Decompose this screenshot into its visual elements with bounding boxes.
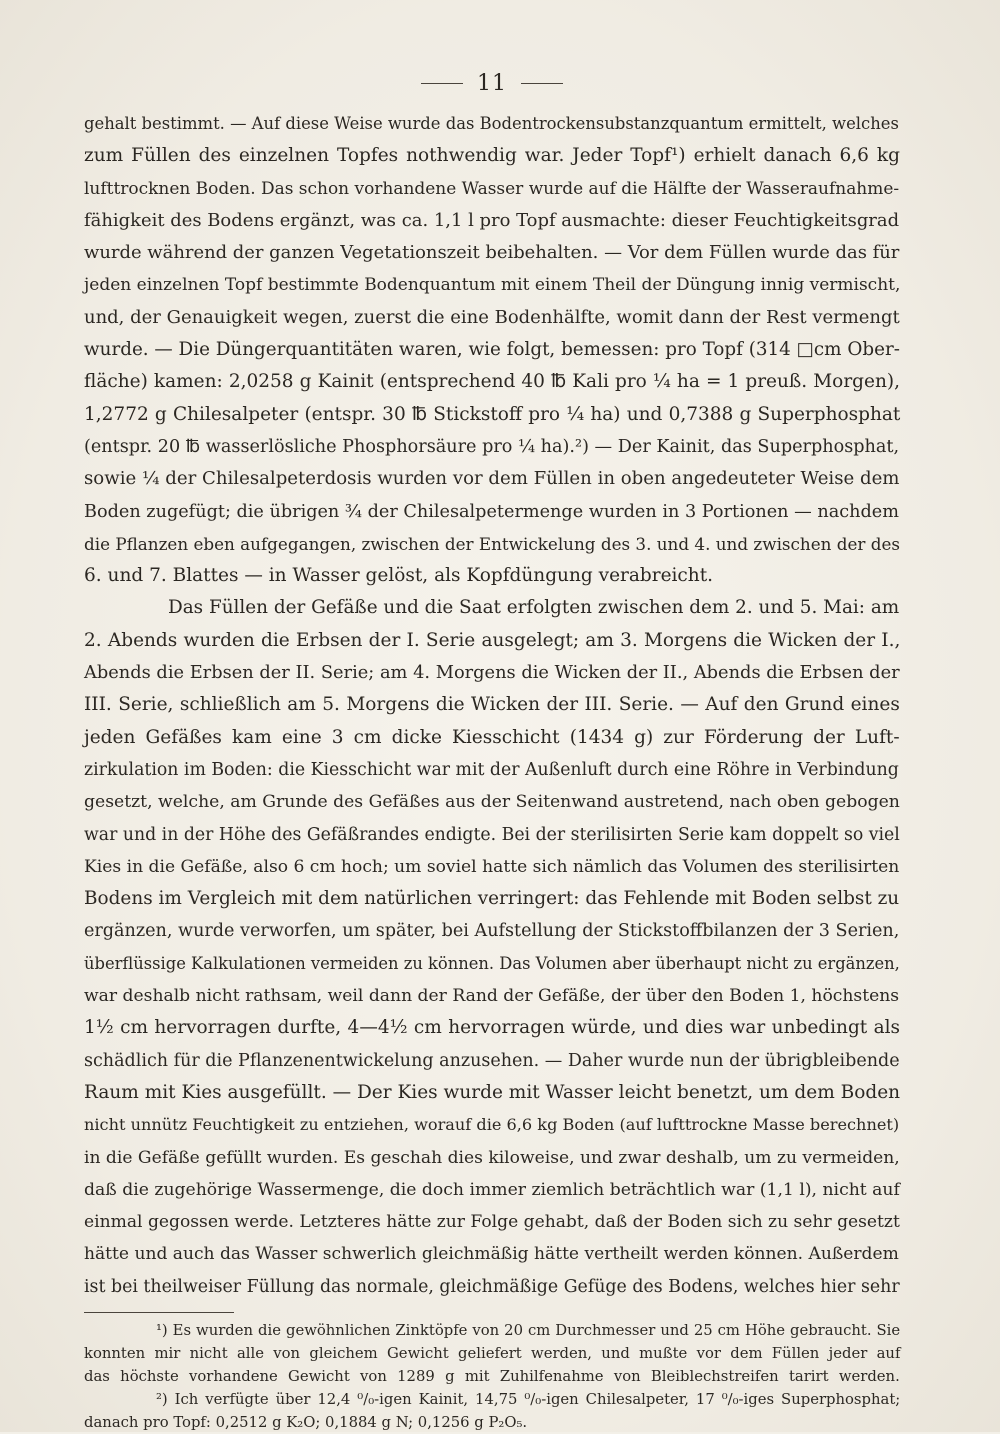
footnote-line: das höchste vorhandene Gewicht von 1289 g mit Zuhilfenahme von Bleiblechstreifen tarirt werden. <box>84 1367 900 1385</box>
text-line: überflüssige Kalkulationen vermeiden zu können. Das Volumen aber überhaupt nicht zu ergänzen, <box>84 953 900 973</box>
footnote-line: ²) Ich verfügte über 12,4 ⁰/₀-igen Kainit, 14,75 ⁰/₀-igen Chilesalpeter, 17 ⁰/₀-iges Superphosphat; <box>156 1390 901 1408</box>
text-line: 2. Abends wurden die Erbsen der I. Serie ausgelegt; am 3. Morgens die Wicken der I., <box>84 629 901 651</box>
text-line: und, der Genauigkeit wegen, zuerst die eine Bodenhälfte, womit dann der Rest vermengt <box>84 306 900 328</box>
text-line: hätte und auch das Wasser schwerlich gleichmäßig hätte vertheilt werden können. Außerdem <box>84 1244 899 1265</box>
footnote-1 <box>84 1319 900 1388</box>
footnote-line: konnten mir nicht alle von gleichem Gewicht geliefert werden, und mußte vor dem Füllen jeder auf <box>84 1344 901 1362</box>
text-line: sowie ¼ der Chilesalpeterdosis wurden vor dem Füllen in oben angedeuteter Weise dem <box>84 468 900 490</box>
text-line: ergänzen, wurde verworfen, um später, bei Aufstellung der Stickstoffbilanzen der 3 Serien, <box>84 921 900 942</box>
page-number: 11 <box>477 70 507 96</box>
body-paragraph-2 <box>84 592 900 1303</box>
text-line: war und in der Höhe des Gefäßrandes endigte. Bei der sterilisirten Serie kam doppelt so viel <box>84 824 900 845</box>
text-line: jeden Gefäßes kam eine 3 cm dicke Kiesschicht (1434 g) zur Förderung der Luft- <box>84 726 900 748</box>
text-line: einmal gegossen werde. Letzteres hätte zur Folge gehabt, daß der Boden sich zu sehr gesetzt <box>84 1212 900 1233</box>
body-paragraph-1 <box>84 108 900 592</box>
text-line: daß die zugehörige Wassermenge, die doch immer ziemlich beträchtlich war (1,1 l), nicht auf <box>84 1179 900 1200</box>
text-line: nicht unnütz Feuchtigkeit zu entziehen, worauf die 6,6 kg Boden (auf lufttrockne Masse berechnet) <box>84 1115 900 1135</box>
text-line: fähigkeit des Bodens ergänzt, was ca. 1,1 l pro Topf ausmachte: dieser Feuchtigkeitsgrad <box>84 209 900 231</box>
text-line: fläche) kamen: 2,0258 g Kainit (entsprechend 40 ℔ Kali pro ¼ ha = 1 preuß. Morgen), <box>84 371 900 393</box>
footnote-separator <box>84 1312 234 1313</box>
text-line: Kies in die Gefäße, also 6 cm hoch; um soviel hatte sich nämlich das Volumen des sterilisirten <box>84 856 900 877</box>
page-header <box>84 68 900 98</box>
text-line: III. Serie, schließlich am 5. Morgens die Wicken der III. Serie. — Auf den Grund eines <box>84 694 900 716</box>
text-line: gesetzt, welche, am Grunde des Gefäßes aus der Seitenwand austretend, nach oben gebogen <box>84 792 900 813</box>
text-line: Bodens im Vergleich mit dem natürlichen verringert: das Fehlende mit Boden selbst zu <box>84 888 900 910</box>
text-line: Das Füllen der Gefäße und die Saat erfolgten zwischen dem 2. und 5. Mai: am <box>168 597 900 619</box>
text-line: zum Füllen des einzelnen Topfes nothwendig war. Jeder Topf¹) erhielt danach 6,6 kg <box>84 145 900 167</box>
text-line: jeden einzelnen Topf bestimmte Bodenquantum mit einem Theil der Düngung innig vermischt, <box>84 275 901 296</box>
text-line: war deshalb nicht rathsam, weil dann der Rand der Gefäße, der über den Boden 1, höchstens <box>84 986 900 1007</box>
text-line: 1½ cm hervorragen durfte, 4—4½ cm hervorragen würde, und dies war unbedingt als <box>84 1017 901 1039</box>
text-line: Boden zugefügt; die übrigen ¾ der Chilesalpetermenge wurden in 3 Portionen — nachdem <box>84 501 899 522</box>
footnote-line: ¹) Es wurden die gewöhnlichen Zinktöpfe von 20 cm Durchmesser und 25 cm Höhe gebraucht. Sie <box>156 1321 901 1339</box>
text-line: in die Gefäße gefüllt wurden. Es geschah dies kiloweise, und zwar deshalb, um zu vermeiden, <box>84 1147 900 1168</box>
text-line: lufttrocknen Boden. Das schon vorhandene Wasser wurde auf die Hälfte der Wasseraufnahme- <box>84 178 900 199</box>
text-line: die Pflanzen eben aufgegangen, zwischen der Entwickelung des 3. und 4. und zwischen der des <box>84 533 901 554</box>
footnote-line: danach pro Topf: 0,2512 g K₂O; 0,1884 g N; 0,1256 g P₂O₅. <box>84 1413 528 1431</box>
text-line: (entspr. 20 ℔ wasserlösliche Phosphorsäure pro ¼ ha).²) — Der Kainit, das Superphosphat, <box>84 436 900 457</box>
text-line: 1,2772 g Chilesalpeter (entspr. 30 ℔ Stickstoff pro ¼ ha) und 0,7388 g Superphosphat <box>84 403 901 425</box>
text-line: 6. und 7. Blattes — in Wasser gelöst, als Kopfdüngung verabreicht. <box>84 565 714 587</box>
text-line: wurde während der ganzen Vegetationszeit beibehalten. — Vor dem Füllen wurde das für <box>84 242 900 264</box>
text-line: schädlich für die Pflanzenentwickelung anzusehen. — Daher wurde nun der übrigbleibende <box>84 1050 900 1071</box>
text-line: gehalt bestimmt. — Auf diese Weise wurde das Bodentrockensubstanzquantum ermittelt, welches <box>84 114 899 133</box>
text-line: Raum mit Kies ausgefüllt. — Der Kies wurde mit Wasser leicht benetzt, um dem Boden <box>84 1081 901 1103</box>
text-line: zirkulation im Boden: die Kiesschicht war mit der Außenluft durch eine Röhre in Verbindung <box>84 759 899 780</box>
text-line: wurde. — Die Düngerquantitäten waren, wie folgt, bemessen: pro Topf (314 □cm Ober- <box>84 339 900 361</box>
header-rule-left <box>421 83 463 84</box>
header-rule-right <box>521 83 563 84</box>
text-line: Abends die Erbsen der II. Serie; am 4. Morgens die Wicken der II., Abends die Erbsen der <box>84 662 900 684</box>
text-line: ist bei theilweiser Füllung das normale, gleichmäßige Gefüge des Bodens, welches hier sehr <box>84 1276 900 1297</box>
footnote-2 <box>84 1388 900 1434</box>
